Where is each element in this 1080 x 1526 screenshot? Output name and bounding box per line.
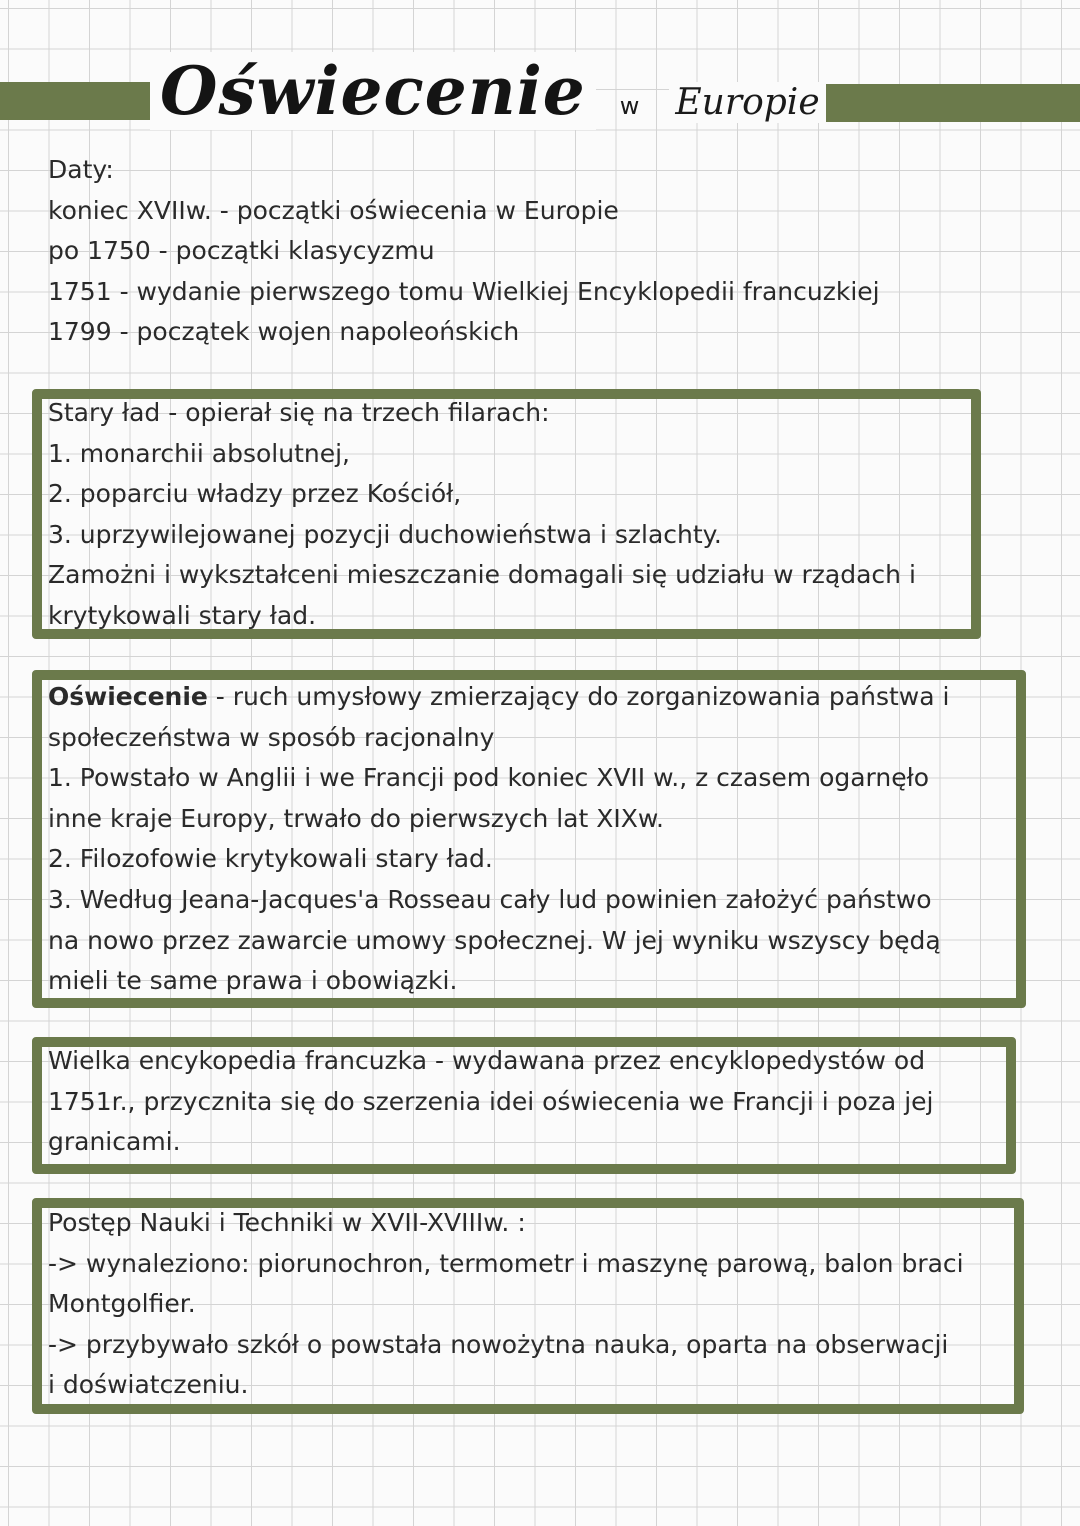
postep-line: Postęp Nauki i Techniki w XVII-XVIIIw. : — [48, 1208, 526, 1237]
encyklopedia-line: granicami. — [48, 1127, 181, 1157]
date-item: 1799 - początek wojen napoleońskich — [48, 317, 520, 347]
postep-line: -> przybywało szkół o powstała nowożytna nauka, oparta na obserwacji — [48, 1329, 949, 1359]
stary-lad-line: 1. monarchii absolutnej, — [48, 438, 350, 468]
postep-text — [48, 1203, 964, 1406]
stary-lad-line: 2. poparciu władzy przez Kościół, — [48, 479, 462, 509]
stary-lad-line: Zamożni i wykształceni mieszczanie domagali się udziału w rządach i — [48, 560, 916, 590]
dates-heading: Daty: — [48, 155, 114, 184]
encyklopedia-text — [48, 1041, 933, 1163]
dates-section — [48, 150, 880, 353]
oswiecenie-line: społeczeństwa w sposób racjonalny — [48, 722, 495, 752]
date-item: 1751 - wydanie pierwszego tomu Wielkiej Encyklopedii francuzkiej — [48, 276, 880, 306]
date-item: koniec XVIIw. - początki oświecenia w Europie — [48, 195, 619, 225]
postep-line: i doświatczeniu. — [48, 1370, 249, 1400]
oswiecenie-text — [48, 677, 949, 1002]
oswiecenie-line: na nowo przez zawarcie umowy społecznej. W jej wyniku wszyscy będą — [48, 925, 941, 955]
oswiecenie-line: 1. Powstało w Anglii i we Francji pod koniec XVII w., z czasem ogarnęło — [48, 763, 930, 793]
encyklopedia-line: Wielka encykopedia francuzka - wydawana przez encyklopedystów od — [48, 1046, 926, 1075]
oswiecenie-line: 2. Filozofowie krytykowali stary ład. — [48, 844, 493, 874]
date-item: po 1750 - początki klasycyzmu — [48, 236, 435, 266]
title-main: Oświecenie — [150, 52, 596, 130]
encyklopedia-line: 1751r., przycznita się do szerzenia idei oświecenia we Francji i poza jej — [48, 1086, 934, 1116]
oswiecenie-line: inne kraje Europy, trwało do pierwszych lat XIXw. — [48, 803, 664, 833]
title-connector: w — [619, 92, 640, 120]
oswiecenie-definition-rest: - ruch umysłowy zmierzający do zorganizowania państwa i — [207, 682, 950, 711]
stary-lad-line: krytykowali stary ład. — [48, 600, 317, 630]
oswiecenie-line: 3. Według Jeana-Jacques'a Rosseau cały lud powinien założyć państwo — [48, 884, 932, 914]
oswiecenie-definition — [48, 677, 949, 718]
stary-lad-text — [48, 393, 916, 637]
page-title — [150, 52, 826, 130]
postep-line: -> wynaleziono: piorunochron, termometr i maszynę parową, balon braci — [48, 1248, 964, 1278]
oswiecenie-term: Oświecenie — [48, 682, 208, 711]
title-sub: Europie — [669, 82, 825, 123]
stary-lad-line: 3. uprzywilejowanej pozycji duchowieństwa i szlachty. — [48, 519, 722, 549]
postep-line: Montgolfier. — [48, 1289, 196, 1319]
stary-lad-line: Stary ład - opierał się na trzech filarach: — [48, 398, 550, 427]
oswiecenie-line: mieli te same prawa i obowiązki. — [48, 966, 458, 996]
